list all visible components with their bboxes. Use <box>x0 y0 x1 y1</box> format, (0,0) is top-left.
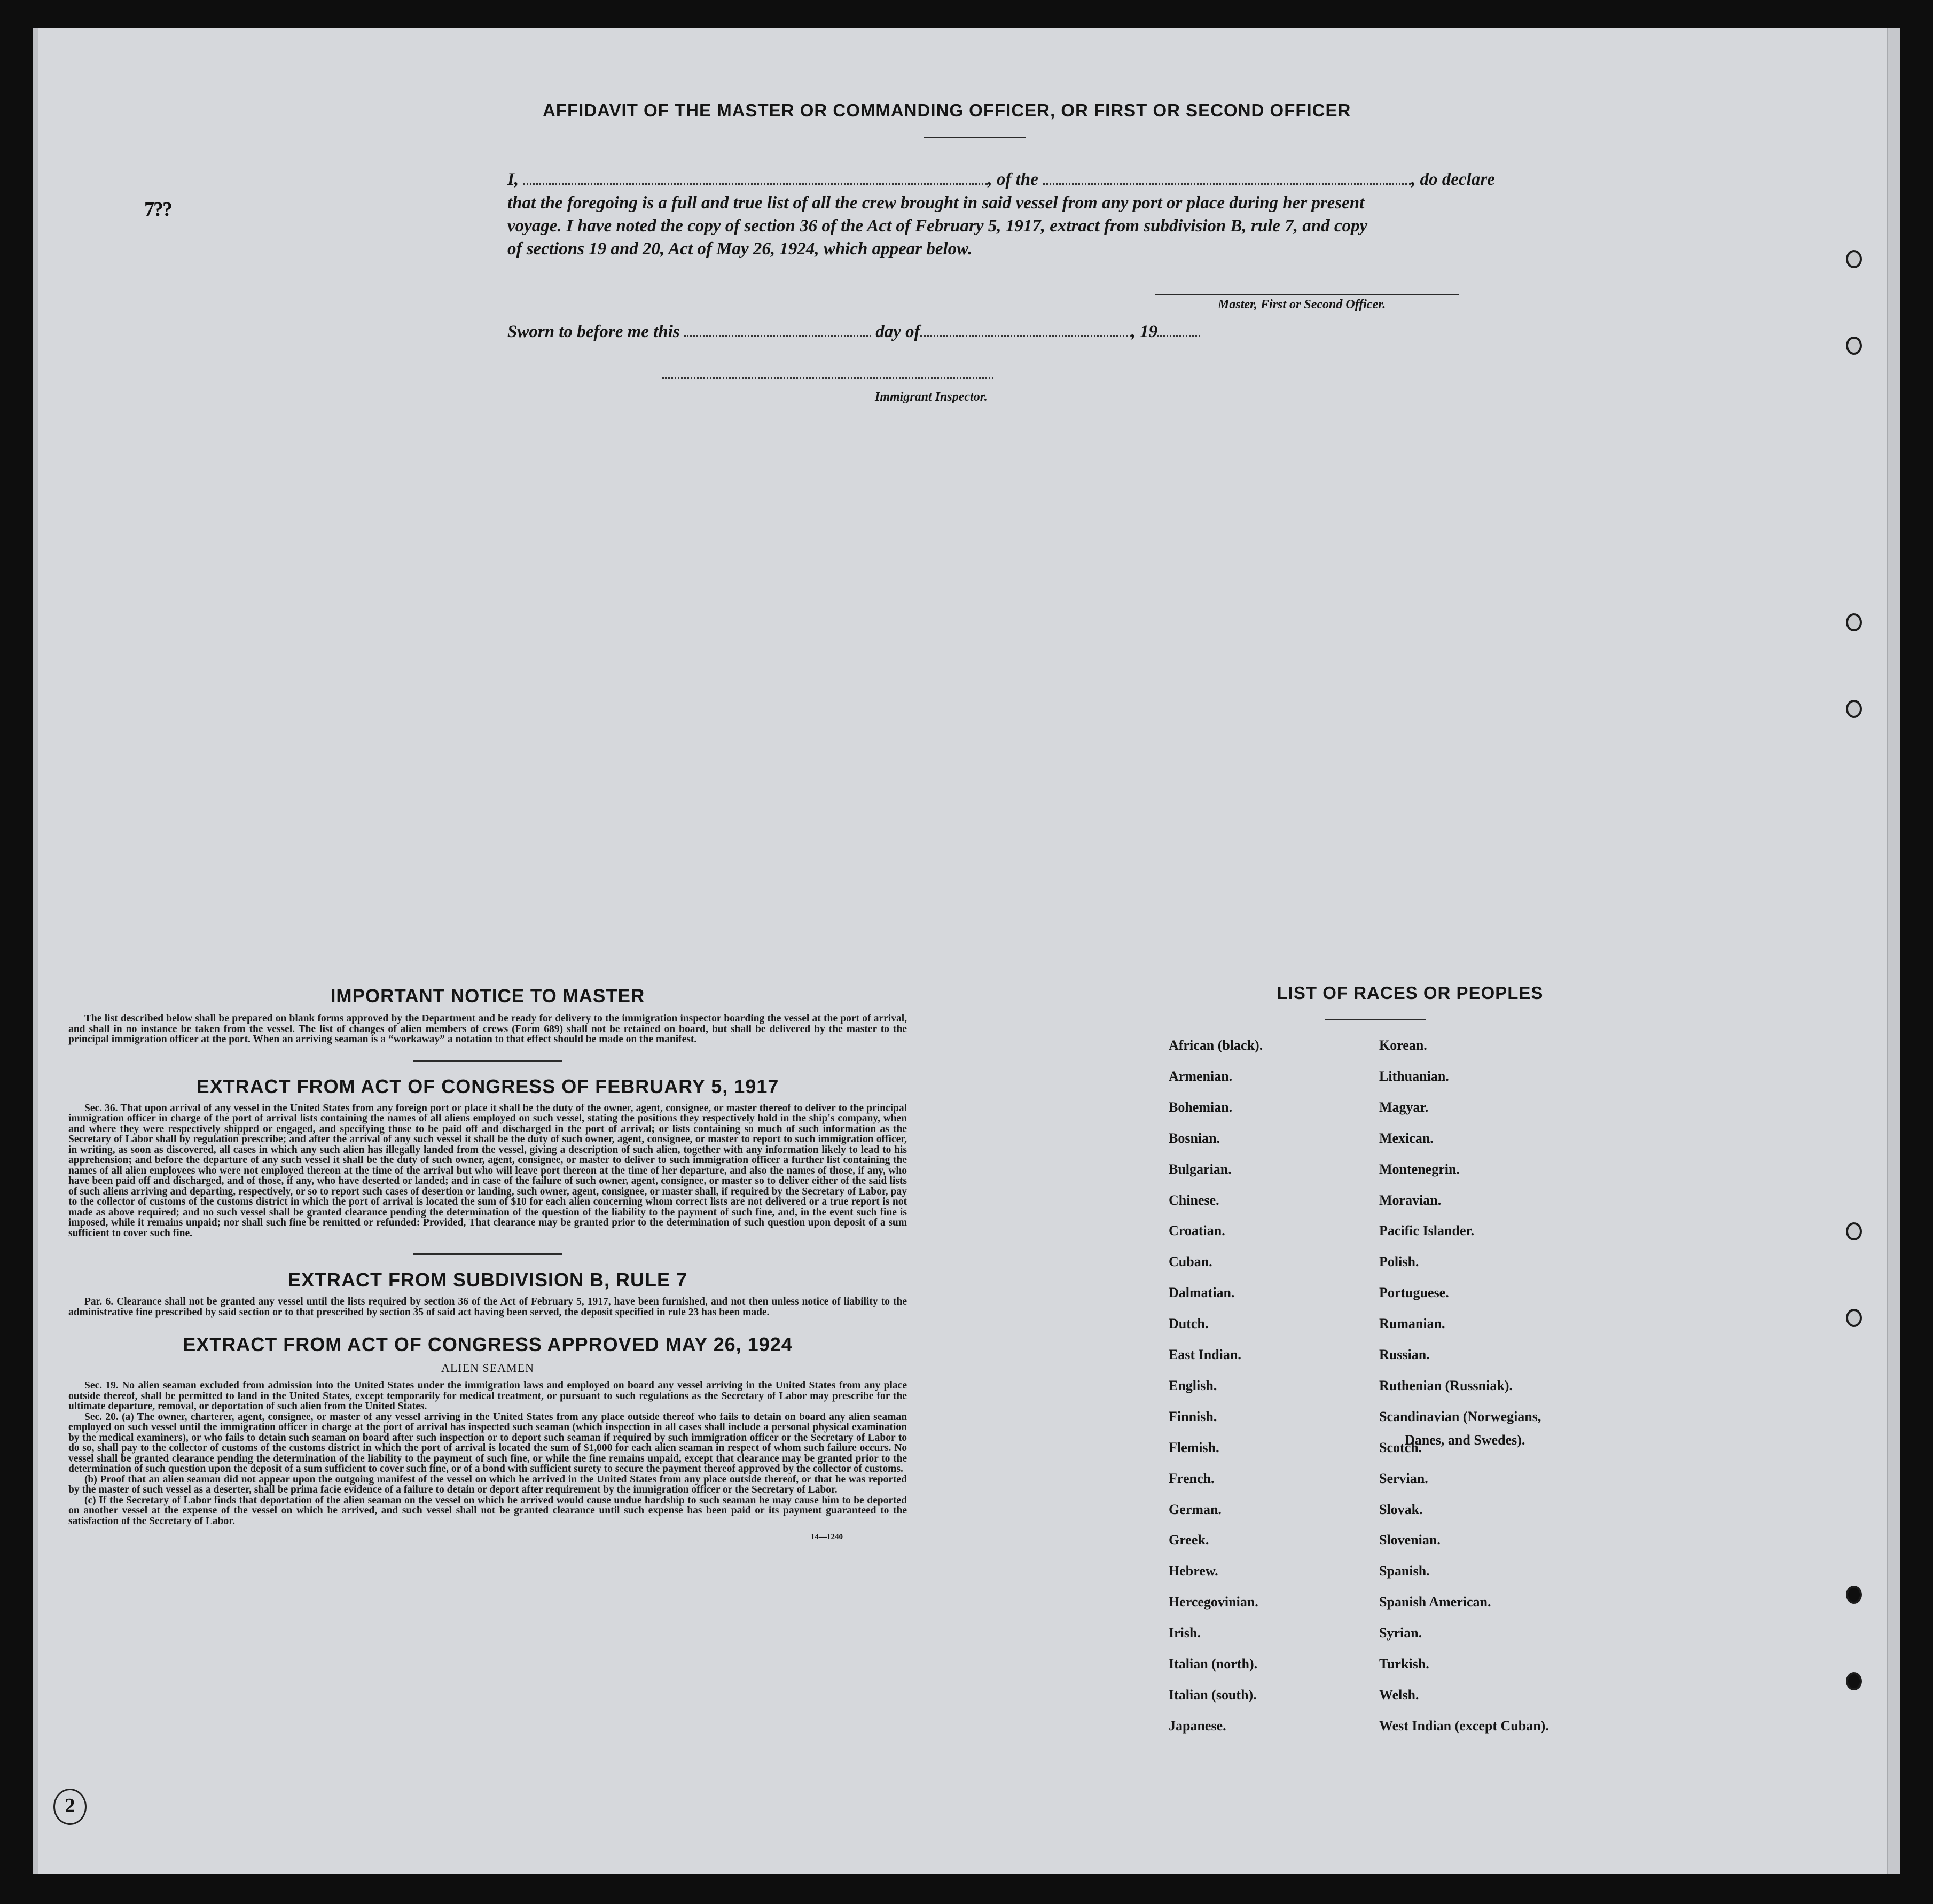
race-item: Rumanian. <box>1379 1316 1445 1332</box>
declarant-name-field[interactable] <box>523 183 988 185</box>
race-item: German. <box>1169 1501 1222 1517</box>
section-divider <box>413 1060 562 1062</box>
section-20a-text <box>68 1412 907 1474</box>
declarant-prefix: I, <box>507 170 519 189</box>
sworn-label: Sworn to before me this <box>507 322 680 341</box>
race-item: Slovak. <box>1379 1501 1423 1517</box>
race-item: Mexican. <box>1379 1130 1434 1146</box>
race-item: Polish. <box>1379 1254 1419 1270</box>
inspector-signature-line[interactable] <box>662 377 993 379</box>
race-item: Dalmatian. <box>1169 1285 1235 1301</box>
race-item: Cuban. <box>1169 1254 1212 1270</box>
race-item: Bohemian. <box>1169 1099 1233 1115</box>
section-divider <box>413 1253 562 1255</box>
affidavit-title: AFFIDAVIT OF THE MASTER OR COMMANDING OFFICER, OR FIRST OR SECOND OFFICER <box>543 100 1351 120</box>
declaration-line-4: of sections 19 and 20, Act of May 26, 1924, which appear below. <box>507 239 973 259</box>
sec-20a-body: Sec. 20. (a) The owner, charterer, agent, consignee, or master of any vessel arriving in the United States from any place outside thereof who fails to detain on board any alien seaman employed on such vessel until the immigration officer in charge at the port of arrival has inspected such seaman (which inspection in all cases shall include a personal physical examination by the medical examiners), or who fails to detain such seaman on board after such inspection or to deport such seaman if required by such immigration officer or the Secretary of Labor to do so, shall pay to the collector of customs of the customs district in which the port of arrival is located the sum of $1,000 for each alien seaman in respect of whom such failure occurs. No vessel shall be granted clearance pending the determination of the liability to the payment of such fine, or while the fine remains unpaid, except that clearance may be granted prior to the determination of such question upon the deposit of a sum sufficient to cover such fine, or of a bond with sufficient surety to secure the payment thereof approved by the collector of customs. <box>68 1411 907 1474</box>
declaration-line-3: voyage. I have noted the copy of section 36 of the Act of February 5, 1917, extract from subdivision B, rule 7, and copy <box>507 216 1368 236</box>
circled-page-number: 2 <box>53 1789 87 1825</box>
sec-19-body: Sec. 19. No alien seaman excluded from admission into the United States under the immigration laws and employed on board any vessel arriving in the United States from any place outside thereof, shall be permitted to land in the United States, except temporarily for medical treatment, or pursuant to such regulations as the Secretary of Labor may prescribe for the ultimate departure, removal, or deportation of such alien from the United States. <box>68 1380 907 1412</box>
extract-1917-body <box>68 1103 907 1239</box>
race-item: Hebrew. <box>1169 1563 1218 1579</box>
section-20c-text <box>68 1495 907 1527</box>
sworn-month-field[interactable] <box>920 335 1131 337</box>
punch-hole <box>1846 700 1862 718</box>
punch-hole <box>1846 613 1862 631</box>
races-title: LIST OF RACES OR PEOPLES <box>1277 983 1544 1003</box>
title-underline <box>924 137 1026 138</box>
race-item: Bulgarian. <box>1169 1161 1232 1177</box>
punch-hole <box>1846 1672 1862 1690</box>
punch-hole <box>1846 1309 1862 1327</box>
race-item: Chinese. <box>1169 1192 1219 1208</box>
day-of-label: day of <box>875 322 920 341</box>
race-item: Pacific Islander. <box>1379 1223 1475 1239</box>
race-item: Ruthenian (Russniak). <box>1379 1377 1513 1393</box>
of-the-label: , of the <box>988 170 1038 189</box>
race-item: Japanese. <box>1169 1718 1226 1734</box>
sheet-right-edge <box>1887 28 1900 1874</box>
do-declare-label: , do declare <box>1411 170 1495 189</box>
punch-hole <box>1846 1586 1862 1604</box>
punch-hole <box>1846 337 1862 355</box>
notice-title: IMPORTANT NOTICE TO MASTER <box>330 986 645 1006</box>
handwritten-stamp-mark: 7?? <box>144 198 171 221</box>
race-item: Spanish American. <box>1379 1594 1491 1610</box>
section-20b-text <box>68 1474 907 1495</box>
race-item: Welsh. <box>1379 1687 1419 1703</box>
race-item: Korean. <box>1379 1037 1427 1053</box>
race-item: East Indian. <box>1169 1347 1241 1362</box>
races-title-underline <box>1325 1019 1426 1020</box>
declaration-line-1 <box>507 170 1495 190</box>
race-item: Scandinavian (Norwegians, <box>1379 1408 1541 1424</box>
race-item: African (black). <box>1169 1037 1263 1053</box>
race-item: Armenian. <box>1169 1068 1233 1084</box>
race-item: Syrian. <box>1379 1625 1422 1641</box>
sec-20b-body: (b) Proof that an alien seaman did not appear upon the outgoing manifest of the vessel on which he arrived in the United States from any place outside thereof, or that he was reported by the master of such vessel as a deserter, shall be prima facie evidence of a failure to detain or deport after requirement by the immigration officer or the Secretary of Labor. <box>68 1473 907 1495</box>
notice-body <box>68 1013 907 1045</box>
race-item: Hercegovinian. <box>1169 1594 1258 1610</box>
punch-hole <box>1846 250 1862 268</box>
form-number: 14—1240 <box>811 1533 843 1541</box>
race-item: Magyar. <box>1379 1099 1429 1115</box>
extract-1917-title: EXTRACT FROM ACT OF CONGRESS OF FEBRUARY 5, 1917 <box>196 1075 779 1097</box>
race-item: Croatian. <box>1169 1223 1225 1239</box>
race-item: Portuguese. <box>1379 1285 1449 1301</box>
race-item: French. <box>1169 1470 1215 1486</box>
race-item: Bosnian. <box>1169 1130 1220 1146</box>
vessel-name-field[interactable] <box>1043 183 1411 185</box>
master-signature-line[interactable] <box>1155 294 1459 295</box>
section-36-text: Sec. 36. That upon arrival of any vessel in the United States from any foreign port or place it shall be the duty of the owner, agent, consignee, or master thereof to deliver to the principal immigration officer in charge of the port of arrival lists containing the names of all aliens employed on such vessel, stating the positions they respectively hold in the ship's company, when and where they were respectively shipped or engaged, and specifying those to be paid off and discharged in the port of arrival; or lists containing so much of such information as the Secretary of Labor shall by regulation prescribe; and after the arrival of any such vessel it shall be the duty of such owner, agent, consignee, or master to report to such immigration officer, in writing, as soon as discovered, all cases in which any such alien has illegally landed from the vessel, giving a description of such alien, together with any information likely to lead to his apprehension; and before the departure of any such vessel it shall be the duty of such owner, agent, consignee, or master to deliver to such immigration officer a further list containing the names of all alien employees who were not employed thereon at the time of the arrival but who will leave port thereon at the time of her departure, and also the names of those, if any, who have been paid off and discharged, and of those, if any, who have deserted or landed; and in case of the failure of such owner, agent, consignee, or master so to deliver either of the said lists of such aliens arriving and departing, respectively, or so to report such cases of desertion or landing, such owner, agent, consignee, or master shall, if required by the Secretary of Labor, pay to the collector of customs of the customs district in which the port of arrival is located the sum of $10 for each alien concerning whom correct lists are not delivered or a true report is not made as above required; and no such vessel shall be granted clearance pending the determination of the question of the liability to the payment of such fine, and, in the event such fine is imposed, while it remains unpaid; nor shall such fine be remitted or refunded: Provided, That clearance may be granted prior to the determination of such question upon deposit of a sum sufficient to cover such fine. <box>68 1102 907 1239</box>
race-item: Greek. <box>1169 1532 1209 1548</box>
master-signature-caption: Master, First or Second Officer. <box>1218 298 1386 311</box>
race-item: Lithuanian. <box>1379 1068 1449 1084</box>
inspector-signature-caption: Immigrant Inspector. <box>875 390 988 404</box>
sworn-day-field[interactable] <box>684 335 871 337</box>
document-sheet <box>33 28 1900 1874</box>
extract-rule7-body <box>68 1297 907 1317</box>
race-item: Servian. <box>1379 1470 1428 1486</box>
extract-rule7-title: EXTRACT FROM SUBDIVISION B, RULE 7 <box>287 1269 688 1291</box>
sworn-year-field[interactable] <box>1157 335 1200 337</box>
race-item: Slovenian. <box>1379 1532 1441 1548</box>
notice-column <box>68 986 907 1542</box>
par-6-text: Par. 6. Clearance shall not be granted any vessel until the lists required by section 36 of the Act of February 5, 1917, have been furnished, and not then unless notice of liability to the administrative fine prescribed by said section or to that prescribed by section 35 of said act having been served, the deposit specified in rule 23 has been made. <box>68 1296 907 1318</box>
race-item: Flemish. <box>1169 1439 1219 1455</box>
race-item: Finnish. <box>1169 1408 1217 1424</box>
race-item: Dutch. <box>1169 1316 1209 1332</box>
race-item: West Indian (except Cuban). <box>1379 1718 1549 1734</box>
section-19-text <box>68 1380 907 1412</box>
sworn-line <box>507 322 1200 342</box>
alien-seamen-subtitle: ALIEN SEAMEN <box>441 1361 534 1375</box>
sec-20c-body: (c) If the Secretary of Labor finds that deportation of the alien seaman on the vessel on which he arrived would cause undue hardship to such seaman he may cause him to be deported on another vessel at the expense of the vessel on which he arrived, and such vessel shall not be granted clearance until such expense has been paid or its payment guaranteed to the satisfaction of the Secretary of Labor. <box>68 1494 907 1527</box>
extract-1924-title: EXTRACT FROM ACT OF CONGRESS APPROVED MAY 26, 1924 <box>183 1333 793 1355</box>
sheet-left-edge <box>33 28 38 1874</box>
year-label: , 19 <box>1131 322 1158 341</box>
race-item: Russian. <box>1379 1347 1430 1362</box>
race-item: Italian (south). <box>1169 1687 1257 1703</box>
notice-text: The list described below shall be prepared on blank forms approved by the Department and be ready for delivery to the immigration inspector boarding the vessel at the port of arrival, and shall in no instance be taken from the vessel. The list of changes of alien members of crews (Form 689) shall not be retained on board, but shall be delivered by the master to the principal immigration officer at the port. When an arriving seaman is a “workaway” a notation to that effect should be made on the manifest. <box>68 1013 907 1045</box>
race-item: Montenegrin. <box>1379 1161 1460 1177</box>
race-item: Italian (north). <box>1169 1656 1258 1672</box>
race-item: Irish. <box>1169 1625 1201 1641</box>
race-item: English. <box>1169 1377 1217 1393</box>
race-item: Turkish. <box>1379 1656 1429 1672</box>
race-item: Spanish. <box>1379 1563 1430 1579</box>
declaration-line-2: that the foregoing is a full and true list of all the crew brought in said vessel from any port or place during her present <box>507 193 1365 213</box>
punch-hole <box>1846 1222 1862 1240</box>
race-item: Scotch. <box>1379 1439 1422 1455</box>
race-item-continuation: Danes, and Swedes). <box>1405 1432 1525 1448</box>
race-item: Moravian. <box>1379 1192 1442 1208</box>
